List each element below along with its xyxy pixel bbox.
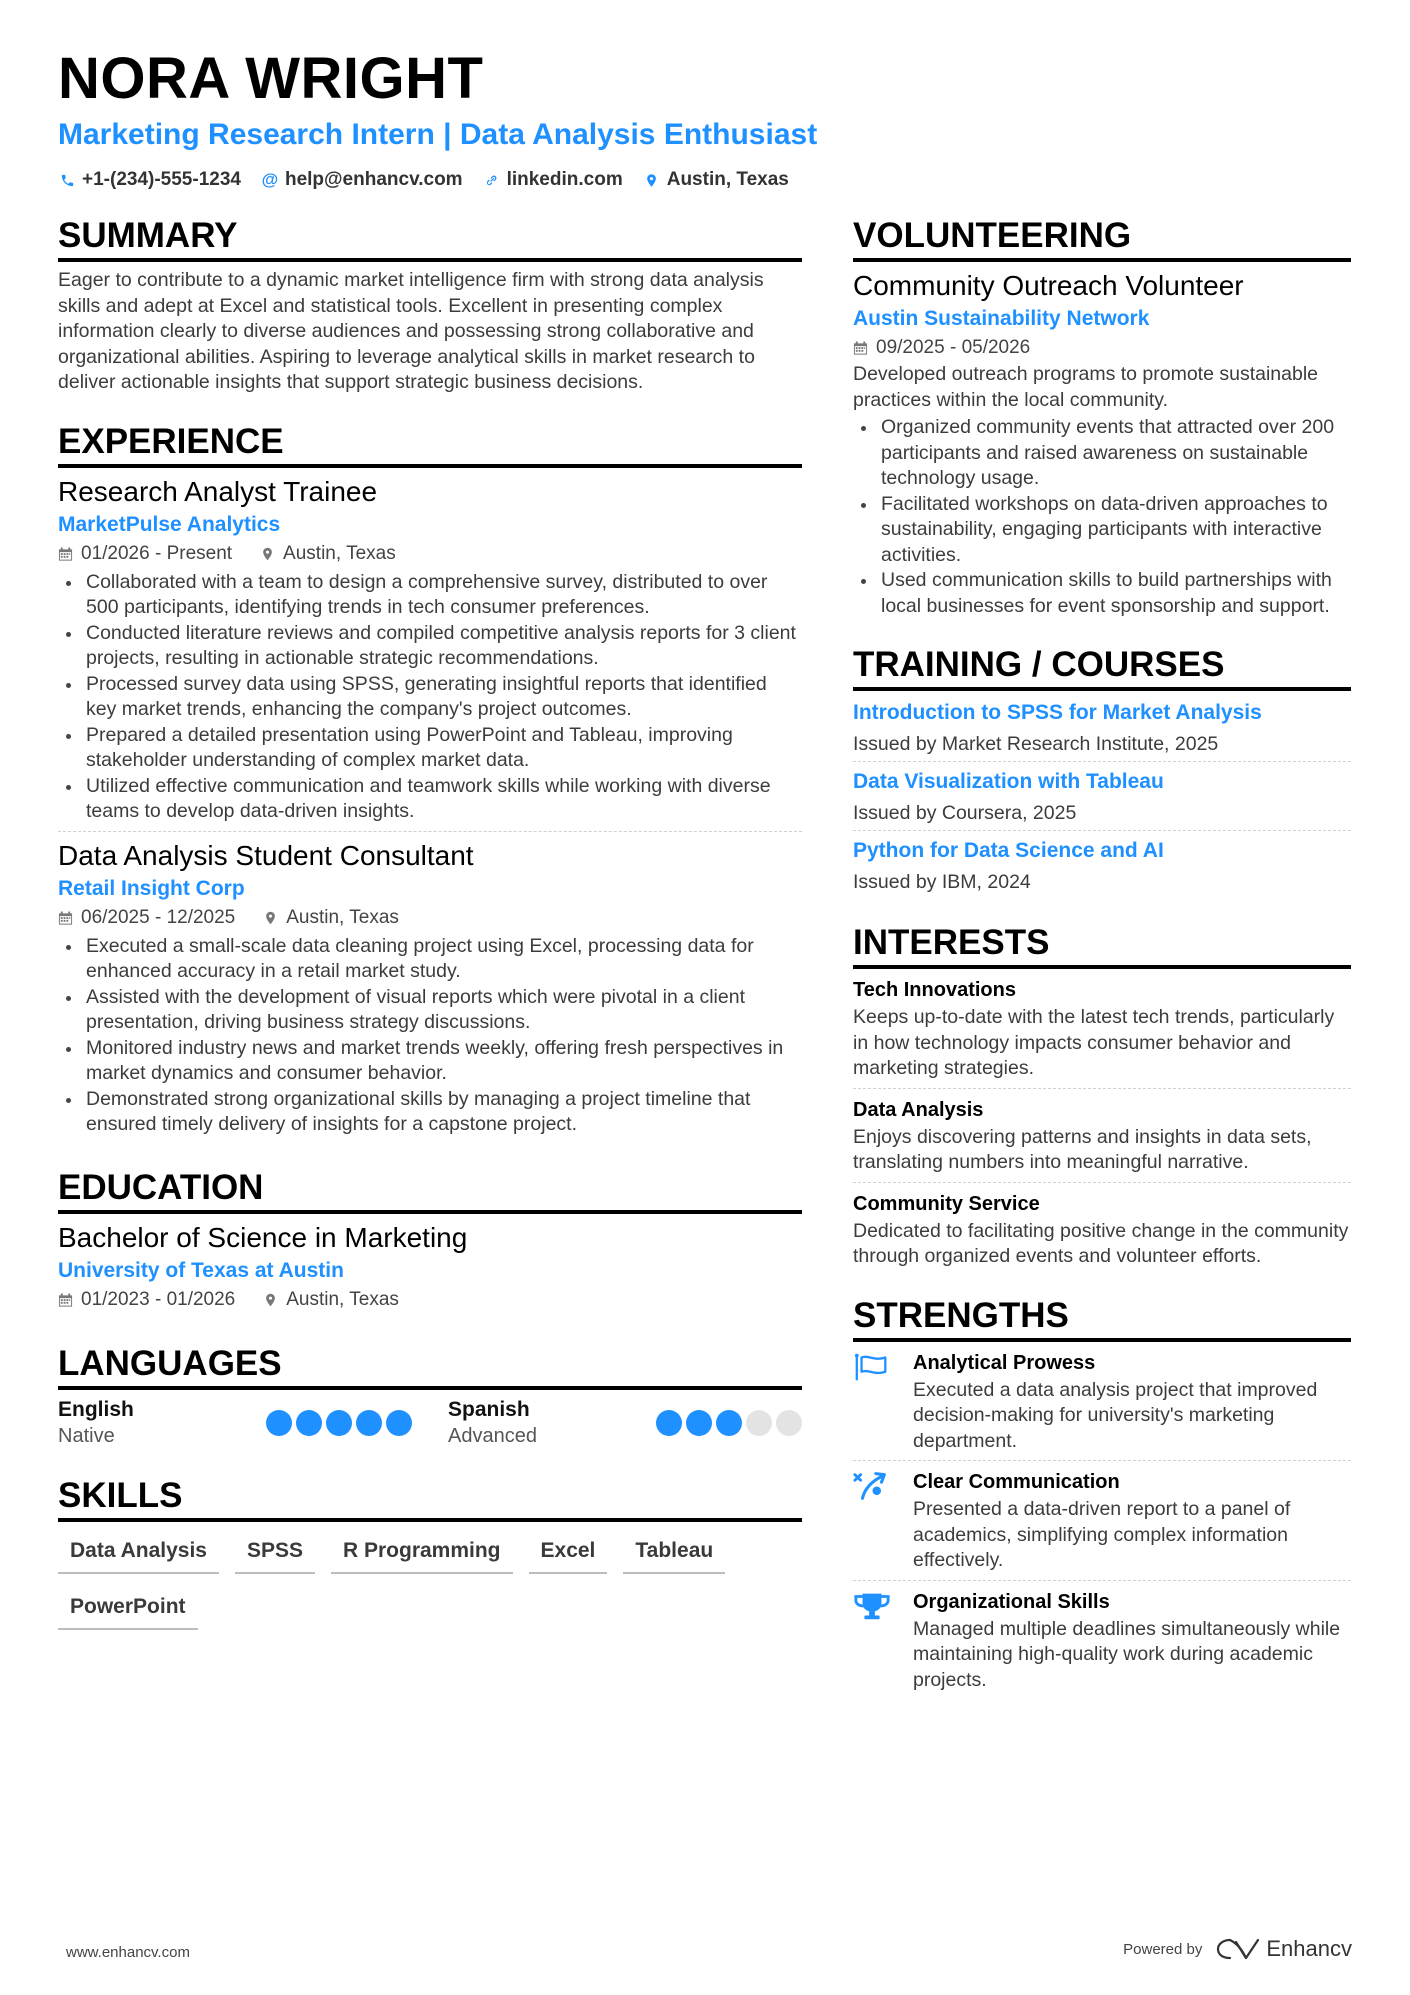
contact-email[interactable] bbox=[261, 168, 463, 192]
candidate-headline: Marketing Research Intern | Data Analysis Enthusiast bbox=[58, 118, 818, 151]
contact-email-text: help@enhancv.com bbox=[284, 169, 463, 190]
interest-item bbox=[853, 975, 1351, 1082]
right-column bbox=[853, 216, 1351, 1719]
skill-tag: PowerPoint bbox=[58, 1588, 198, 1630]
footer-website[interactable]: www.enhancv.com bbox=[66, 1944, 190, 1961]
flag-icon bbox=[853, 1348, 899, 1455]
section-title-training: TRAINING / COURSES bbox=[853, 645, 1351, 691]
job-meta bbox=[58, 904, 802, 932]
section-title-experience: EXPERIENCE bbox=[58, 422, 802, 468]
language-level: Advanced bbox=[448, 1424, 537, 1447]
volunteer-bullets bbox=[853, 415, 1351, 619]
contact-bar bbox=[58, 168, 1358, 192]
experience-entry bbox=[58, 838, 802, 1138]
strength-item bbox=[853, 1348, 1351, 1455]
strength-text: Presented a data-driven report to a panel of academics, simplifying complex information effectively. bbox=[913, 1498, 1291, 1571]
volunteering-entry bbox=[853, 268, 1351, 619]
section-title-volunteering: VOLUNTEERING bbox=[853, 216, 1351, 262]
entry-divider bbox=[853, 1182, 1351, 1183]
degree-title: Bachelor of Science in Marketing bbox=[58, 1221, 468, 1253]
skill-tag: Excel bbox=[529, 1532, 608, 1574]
interest-title: Data Analysis bbox=[853, 1098, 984, 1121]
bullet-item: Organized community events that attracted over 200 participants and raised awareness on sustainable technology usage. bbox=[853, 415, 1351, 492]
enhancv-logo[interactable] bbox=[1216, 1936, 1352, 1962]
section-title-strengths: STRENGTHS bbox=[853, 1296, 1351, 1342]
trophy-icon bbox=[853, 1587, 899, 1694]
education-section bbox=[58, 1168, 802, 1314]
interest-text: Dedicated to facilitating positive change in the community through organized events and volunteer efforts. bbox=[853, 1219, 1349, 1267]
location-pin-icon bbox=[260, 546, 275, 562]
bullet-item: Demonstrated strong organizational skills by managing a project timeline that ensured timely delivery of insights for a capstone project. bbox=[58, 1087, 802, 1138]
skill-tag: Tableau bbox=[623, 1532, 725, 1574]
job-title: Data Analysis Student Consultant bbox=[58, 839, 474, 871]
course-title: Introduction to SPSS for Market Analysis bbox=[853, 701, 1262, 724]
calendar-icon bbox=[853, 340, 868, 356]
volunteer-role: Community Outreach Volunteer bbox=[853, 270, 1244, 301]
job-dates: 01/2026 - Present bbox=[81, 542, 233, 564]
languages-section bbox=[58, 1344, 802, 1450]
strength-title: Clear Communication bbox=[913, 1471, 1120, 1493]
rating-dot-filled bbox=[356, 1410, 382, 1436]
strength-item bbox=[853, 1467, 1351, 1574]
education-meta bbox=[58, 1286, 802, 1314]
strength-title: Organizational Skills bbox=[913, 1590, 1110, 1613]
strength-text: Executed a data analysis project that improved decision-making for university's marketing department. bbox=[913, 1378, 1318, 1452]
course-item bbox=[853, 835, 1351, 897]
language-rating bbox=[656, 1410, 802, 1436]
interest-text: Enjoys discovering patterns and insights in data sets, translating numbers into meaningful narrative. bbox=[853, 1125, 1312, 1173]
company-name: MarketPulse Analytics bbox=[58, 512, 281, 536]
rating-dot-filled bbox=[266, 1410, 292, 1436]
skill-tag: Data Analysis bbox=[58, 1532, 219, 1574]
training-section bbox=[853, 645, 1351, 897]
location-pin-icon bbox=[643, 173, 661, 188]
interest-text: Keeps up-to-date with the latest tech trends, particularly in how technology impacts consumer behavior and marketing strategies. bbox=[853, 1006, 1335, 1079]
entry-divider bbox=[853, 1460, 1351, 1461]
bullet-item: Used communication skills to build partnerships with local businesses for event sponsorship and support. bbox=[853, 568, 1351, 619]
strengths-section bbox=[853, 1296, 1351, 1694]
language-rating bbox=[266, 1410, 412, 1436]
section-title-education: EDUCATION bbox=[58, 1168, 802, 1214]
enhancv-logo-icon bbox=[1216, 1936, 1260, 1962]
skill-tag: R Programming bbox=[331, 1532, 513, 1574]
course-item bbox=[853, 766, 1351, 828]
skills-section bbox=[58, 1476, 802, 1630]
education-location: Austin, Texas bbox=[286, 1288, 399, 1310]
strategy-icon bbox=[853, 1467, 899, 1574]
rating-dot-filled bbox=[386, 1410, 412, 1436]
left-column bbox=[58, 216, 802, 1656]
contact-phone[interactable] bbox=[58, 168, 241, 192]
volunteer-meta bbox=[853, 334, 1351, 362]
volunteer-dates: 09/2025 - 05/2026 bbox=[876, 337, 1031, 358]
course-issuer: Issued by IBM, 2024 bbox=[853, 871, 1031, 893]
bullet-item: Processed survey data using SPSS, generating insightful reports that identified key market trends, enhancing the company's project outcomes. bbox=[58, 672, 802, 723]
candidate-name: NORA WRIGHT bbox=[58, 46, 484, 111]
education-dates: 01/2023 - 01/2026 bbox=[81, 1288, 236, 1310]
contact-phone-text: +1-(234)-555-1234 bbox=[82, 169, 241, 190]
resume-header bbox=[58, 44, 1358, 192]
bullet-item: Monitored industry news and market trends weekly, offering fresh perspectives in market dynamics and consumer behavior. bbox=[58, 1036, 802, 1087]
volunteering-section bbox=[853, 216, 1351, 619]
contact-linkedin-text: linkedin.com bbox=[506, 169, 623, 190]
experience-entry bbox=[58, 474, 802, 825]
strength-item bbox=[853, 1587, 1351, 1694]
language-item bbox=[58, 1396, 412, 1450]
interest-item bbox=[853, 1095, 1351, 1176]
job-dates: 06/2025 - 12/2025 bbox=[81, 906, 236, 928]
powered-by-label: Powered by bbox=[1123, 1940, 1203, 1958]
rating-dot-filled bbox=[326, 1410, 352, 1436]
interest-title: Tech Innovations bbox=[853, 979, 1016, 1001]
course-issuer: Issued by Market Research Institute, 2025 bbox=[853, 733, 1219, 755]
job-location: Austin, Texas bbox=[283, 542, 396, 564]
location-pin-icon bbox=[263, 910, 278, 926]
experience-section bbox=[58, 422, 802, 1138]
section-title-languages: LANGUAGES bbox=[58, 1344, 802, 1390]
bullet-item: Conducted literature reviews and compiled competitive analysis reports for 3 client projects, resulting in actionable strategic recommendations. bbox=[58, 621, 802, 672]
bullet-item: Facilitated workshops on data-driven approaches to sustainability, engaging participants with interactive activities. bbox=[853, 492, 1351, 569]
strength-text: Managed multiple deadlines simultaneously while maintaining high-quality work during academic projects. bbox=[913, 1617, 1341, 1691]
entry-divider bbox=[58, 831, 802, 832]
interest-title: Community Service bbox=[853, 1192, 1040, 1215]
rating-dot-filled bbox=[716, 1410, 742, 1436]
calendar-icon bbox=[58, 910, 73, 926]
brand-name: Enhancv bbox=[1266, 1936, 1352, 1961]
contact-location bbox=[643, 168, 789, 192]
interest-item bbox=[853, 1189, 1351, 1270]
entry-divider bbox=[853, 761, 1351, 762]
job-bullets bbox=[58, 934, 802, 1138]
volunteer-description: Developed outreach programs to promote sustainable practices within the local community. bbox=[853, 363, 1319, 411]
section-title-interests: INTERESTS bbox=[853, 923, 1351, 969]
volunteer-org: Austin Sustainability Network bbox=[853, 307, 1150, 330]
calendar-icon bbox=[58, 1292, 73, 1308]
bullet-item: Utilized effective communication and teamwork skills while working with diverse teams to develop data-driven insights. bbox=[58, 774, 802, 825]
section-title-summary: SUMMARY bbox=[58, 216, 802, 262]
bullet-item: Assisted with the development of visual reports which were pivotal in a client presentation, driving business strategy discussions. bbox=[58, 985, 802, 1036]
skills-list bbox=[58, 1532, 802, 1630]
language-level: Native bbox=[58, 1424, 115, 1447]
job-title: Research Analyst Trainee bbox=[58, 475, 378, 507]
language-name: Spanish bbox=[448, 1397, 530, 1421]
contact-location-text: Austin, Texas bbox=[666, 169, 789, 190]
bullet-item: Collaborated with a team to design a comprehensive survey, distributed to over 500 participants, identifying trends in tech consumer preferences. bbox=[58, 570, 802, 621]
language-name: English bbox=[58, 1397, 134, 1421]
job-bullets bbox=[58, 570, 802, 825]
footer-branding bbox=[1123, 1936, 1352, 1962]
company-name: Retail Insight Corp bbox=[58, 876, 245, 900]
rating-dot-filled bbox=[656, 1410, 682, 1436]
section-title-skills: SKILLS bbox=[58, 1476, 802, 1522]
education-entry bbox=[58, 1220, 802, 1314]
rating-dot-empty bbox=[746, 1410, 772, 1436]
entry-divider bbox=[853, 1580, 1351, 1581]
phone-icon bbox=[58, 173, 76, 188]
course-issuer: Issued by Coursera, 2025 bbox=[853, 802, 1077, 824]
entry-divider bbox=[853, 1088, 1351, 1089]
course-title: Data Visualization with Tableau bbox=[853, 770, 1164, 793]
bullet-item: Prepared a detailed presentation using PowerPoint and Tableau, improving stakeholder understanding of complex market data. bbox=[58, 723, 802, 774]
location-pin-icon bbox=[263, 1292, 278, 1308]
course-title: Python for Data Science and AI bbox=[853, 839, 1164, 862]
language-item bbox=[448, 1396, 802, 1450]
summary-text: Eager to contribute to a dynamic market intelligence firm with strong data analysis skills and adept at Excel and statistical tools. Excellent in presenting complex information clearly to diverse audiences and possessing strong collaborative and organizational abilities. Aspiring to leverage analytical skills in market research to deliver actionable insights that support strategic business decisions. bbox=[58, 269, 764, 393]
skill-tag: SPSS bbox=[235, 1532, 315, 1574]
rating-dot-filled bbox=[686, 1410, 712, 1436]
rating-dot-empty bbox=[776, 1410, 802, 1436]
at-icon: @ bbox=[261, 170, 279, 189]
contact-linkedin[interactable] bbox=[483, 168, 623, 192]
summary-section bbox=[58, 216, 802, 396]
bullet-item: Executed a small-scale data cleaning project using Excel, processing data for enhanced accuracy in a retail market study. bbox=[58, 934, 802, 985]
school-name: University of Texas at Austin bbox=[58, 1258, 344, 1282]
entry-divider bbox=[853, 830, 1351, 831]
rating-dot-filled bbox=[296, 1410, 322, 1436]
link-icon bbox=[483, 173, 501, 188]
interests-section bbox=[853, 923, 1351, 1270]
job-meta bbox=[58, 540, 802, 568]
strength-title: Analytical Prowess bbox=[913, 1351, 1096, 1374]
calendar-icon bbox=[58, 546, 73, 562]
job-location: Austin, Texas bbox=[286, 906, 399, 928]
course-item bbox=[853, 697, 1351, 759]
